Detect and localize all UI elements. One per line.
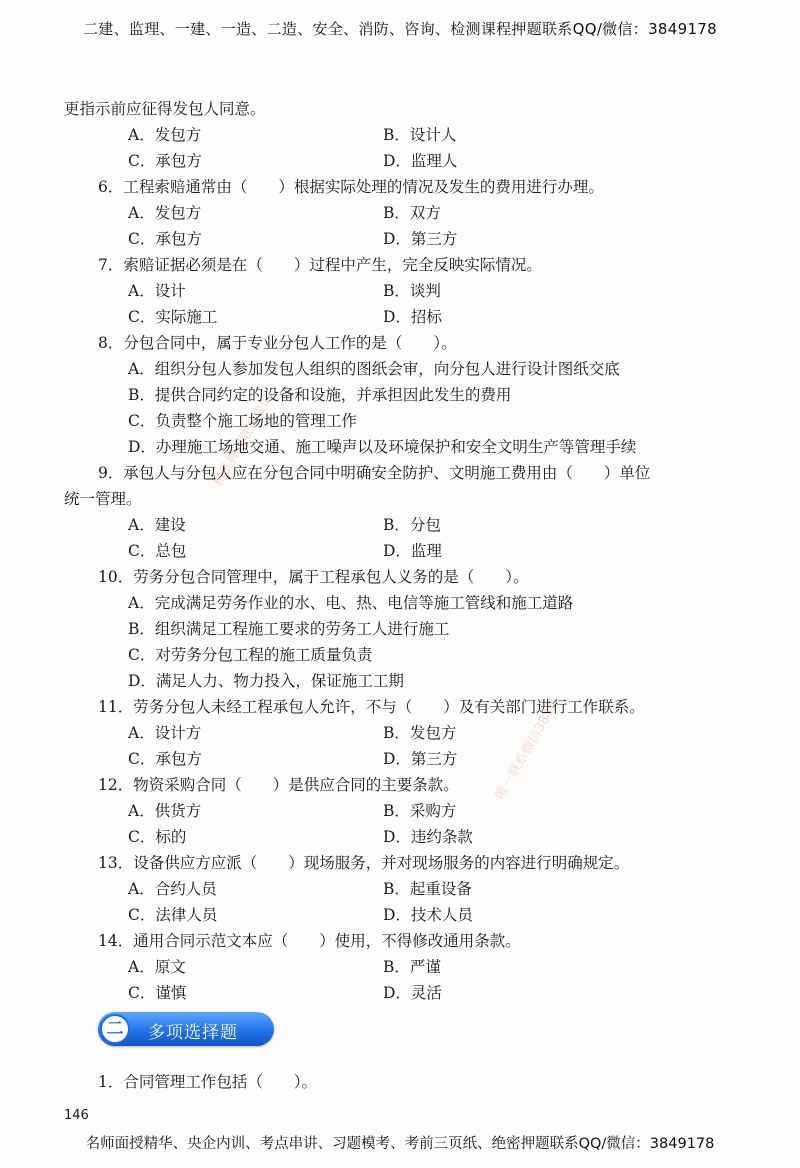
option: B．采购方 (383, 802, 457, 820)
option: B．设计人 (383, 126, 457, 144)
option: A．合约人员 (128, 880, 217, 898)
option: A．原文 (128, 958, 186, 976)
option: C．法律人员 (128, 906, 218, 924)
option: D．监理人 (383, 152, 458, 170)
option: D．监理 (383, 542, 442, 560)
option: C．标的 (128, 828, 187, 846)
question-12: 12．物资采购合同（ ）是供应合同的主要条款。 (98, 776, 459, 794)
question-5-tail: 更指示前应征得发包人同意。 (64, 100, 266, 118)
option: B．组织满足工程施工要求的劳务工人进行施工 (128, 620, 450, 638)
option: B．发包方 (383, 724, 457, 742)
option: C．承包方 (128, 152, 202, 170)
option: B．严谨 (383, 958, 441, 976)
option: B．起重设备 (383, 880, 472, 898)
option: B．提供合同约定的设备和设施，并承担因此发生的费用 (128, 386, 512, 404)
option: D．第三方 (383, 750, 458, 768)
page-number: 146 (64, 1108, 89, 1123)
question-11: 11．劳务分包人未经工程承包人允许，不与（ ）及有关部门进行工作联系。 (98, 698, 645, 716)
question-7: 7．索赔证据必须是在（ ）过程中产生，完全反映实际情况。 (98, 256, 542, 274)
option: C．对劳务分包工程的施工质量负责 (128, 646, 373, 664)
option: C．承包方 (128, 750, 202, 768)
option: D．灵活 (383, 984, 442, 1002)
footer-banner: 名师面授精华、央企内训、考点串讲、习题模考、考前三页纸、绝密押题联系QQ/微信：3849178 (85, 1136, 715, 1152)
option: A．完成满足劳务作业的水、电、热、电信等施工管线和施工道路 (128, 594, 574, 612)
option: D．满足人力、物力投入，保证施工工期 (128, 672, 404, 690)
option: A．供货方 (128, 802, 202, 820)
option: D．违约条款 (383, 828, 473, 846)
option: B．双方 (383, 204, 441, 222)
option: A．组织分包人参加发包人组织的图纸会审，向分包人进行设计图纸交底 (128, 360, 620, 378)
option: C．谨慎 (128, 984, 187, 1002)
question-14: 14．通用合同示范文本应（ ）使用，不得修改通用条款。 (98, 932, 521, 950)
option: A．设计 (128, 282, 186, 300)
option: B．分包 (383, 516, 441, 534)
section-title: 多项选择题 (148, 1023, 238, 1043)
option: A．建设 (128, 516, 186, 534)
question-6: 6．工程索赔通常由（ ）根据实际处理的情况及发生的费用进行办理。 (98, 178, 604, 196)
question-9-continuation: 统一管理。 (64, 490, 142, 508)
option: A．发包方 (128, 204, 202, 222)
option: D．技术人员 (383, 906, 473, 924)
option: C．总包 (128, 542, 187, 560)
option: B．谈判 (383, 282, 441, 300)
option: C．承包方 (128, 230, 202, 248)
header-banner: 二建、监理、一建、一造、二造、安全、消防、咨询、检测课程押题联系QQ/微信：3849178 (83, 20, 717, 38)
option: C．实际施工 (128, 308, 218, 326)
question-10: 10．劳务分包合同管理中，属于工程承包人义务的是（ ）。 (98, 568, 529, 586)
option: D．办理施工场地交通、施工噪声以及环境保护和安全文明生产等管理手续 (128, 438, 637, 456)
option: C．负责整个施工场地的管理工作 (128, 412, 357, 430)
watermark: 唯一联系微信3849 (493, 698, 562, 803)
option: D．招标 (383, 308, 442, 326)
question-13: 13．设备供应方应派（ ）现场服务，并对现场服务的内容进行明确规定。 (98, 854, 630, 872)
option: D．第三方 (383, 230, 458, 248)
option: A．发包方 (128, 126, 202, 144)
watermark: 精准押题联系微信 (211, 391, 277, 490)
multi-question-1: 1．合同管理工作包括（ ）。 (98, 1073, 318, 1091)
question-8: 8．分包合同中，属于专业分包人工作的是（ ）。 (98, 334, 457, 352)
section-badge (98, 1012, 274, 1046)
question-9: 9．承包人与分包人应在分包合同中明确安全防护、文明施工费用由（ ）单位 (98, 464, 651, 482)
option: A．设计方 (128, 724, 202, 742)
section-number: 二 (100, 1014, 130, 1044)
